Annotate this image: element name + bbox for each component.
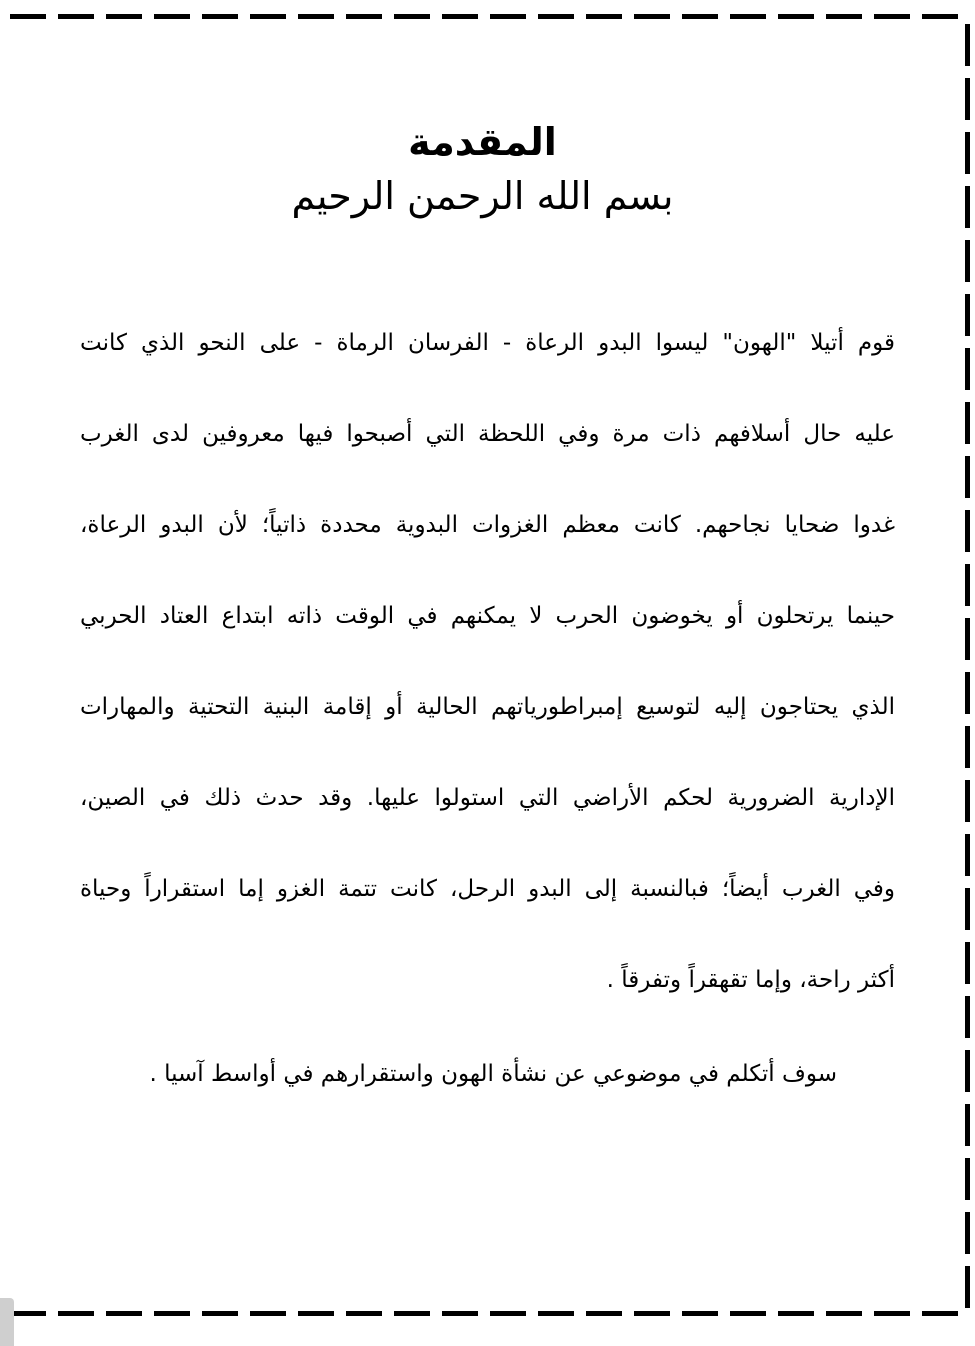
page-title: المقدمة <box>408 120 557 164</box>
paragraph-line: حينما يرتحلون أو يخوضون الحرب لا يمكنهم في الوقت ذاته ابتداع العتاد الحربي <box>80 603 895 629</box>
paragraph-line: الإدارية الضرورية لحكم الأراضي التي استولوا عليها. وقد حدث ذلك في الصين، <box>80 785 895 811</box>
basmala-heading: بسم الله الرحمن الرحيم <box>291 174 674 218</box>
page-border-top <box>10 14 958 19</box>
page-corner-mark <box>0 1298 14 1346</box>
paragraph-line: غدوا ضحايا نجاحهم. كانت معظم الغزوات البدوية محددة ذاتياً؛ لأن البدو الرعاة، <box>80 512 895 538</box>
paragraph-line: عليه حال أسلافهم ذات مرة وفي اللحظة التي أصبحوا فيها معروفين لدى الغرب <box>80 421 895 447</box>
intro-paragraph <box>80 316 895 1044</box>
page-border-bottom <box>10 1311 958 1316</box>
closing-sentence: سوف أتكلم في موضوعي عن نشأة الهون واستقرارهم في أواسط آسيا . <box>149 1061 837 1087</box>
page-border-right <box>965 24 970 1316</box>
paragraph-line: أكثر راحة، وإما تقهقراً وتفرقاً . <box>606 967 895 993</box>
paragraph-line: قوم أتيلا "الهون" ليسوا البدو الرعاة - الفرسان الرماة - على النحو الذي كانت <box>80 330 895 356</box>
paragraph-line: وفي الغرب أيضاً؛ فبالنسبة إلى البدو الرحل، كانت تتمة الغزو إما استقراراً وحياة <box>80 876 895 902</box>
paragraph-line: الذي يحتاجون إليه لتوسيع إمبراطورياتهم الحالية أو إقامة البنية التحتية والمهارات <box>80 694 895 720</box>
